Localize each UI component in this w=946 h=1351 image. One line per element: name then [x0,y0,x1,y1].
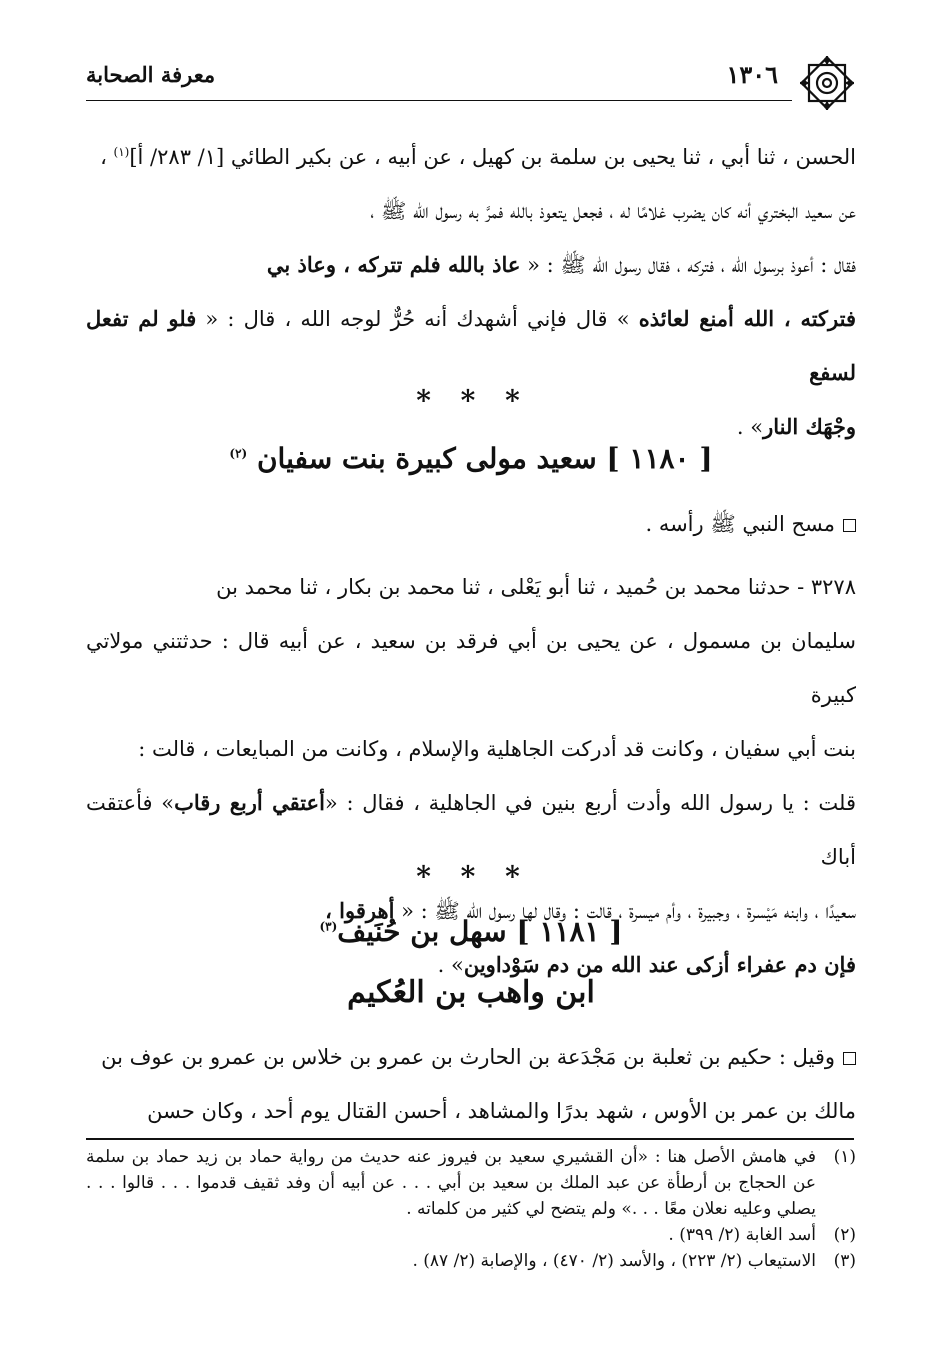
footnotes [86,1144,856,1274]
text-line: فقال : أعوذ برسول الله ، فتركه ، فقال رسول الله ﷺ : « عاذ بالله فلم تتركه ، وعاذ بي [266,252,856,277]
prophetic-quote: أعتقي أربع رقاب [174,790,325,815]
entry-intro: مسح النبي ﷺ رأسه . [86,497,856,551]
footnote-text: أسد الغابة (٢/ ٣٩٩) . [668,1225,816,1245]
text-line: وجْهَك النار» . [736,414,856,439]
prophetic-quote: فلو لم تفعل لسفع [86,306,856,385]
text-line: قلت : يا رسول الله وأدت أربع بنين في الجاهلية ، فقال : «أعتقي أربع رقاب» فأعتقت أباك [86,790,857,869]
square-bullet-icon [843,1052,856,1065]
text-line: سعيدًا ، وابنه مَيْسرة ، وجبيرة ، وأم ميسرة ، قالت : وقال لها رسول الله ﷺ : « أهرقوا ، [325,898,856,923]
prophetic-quote: فإن دم عفراء أزكى عند الله من دم سَوْداوين [463,952,856,977]
footnote [86,1144,856,1222]
entry-subheading: ابن واهب بن العُكيم [347,975,595,1010]
footnote-text: في هامش الأصل هنا : «أن القشيري سعيد بن فيروز عنه حديث من رواية حماد بن زيد حماد بن سلمة عن الحجاج بن أرطأة عن عبد الملك بن سعيد بن أبي . . . عن أبيه أن وفد ثقيف قدموا . . . قالوا . . . يصلي وعليه نعلان معًا . . .» ولم يتضح لي كثير من كلماته . [86,1147,816,1219]
prophetic-quote: عاذ بالله فلم تتركه ، وعاذ بي [266,252,521,277]
text-line: وقيل : حكيم بن ثعلبة بن مَجْدَعة بن الحارث بن عمرو بن خلاس بن عمرو بن عوف بن [86,1030,856,1084]
text-line: ٣٢٧٨ - حدثنا محمد بن حُميد ، ثنا أبو يَعْلى ، ثنا محمد بن بكار ، ثنا محمد بن [216,575,856,599]
running-title: معرفة الصحابة [86,62,216,87]
prophetic-quote: أهرقوا ، [325,898,395,923]
entry-heading: [ ١١٨١ ] سهل بن حُنَيف$^{(٣)}$ [319,915,623,948]
footnote-text: الاستيعاب (٢/ ٢٢٣) ، والأسد (٢/ ٤٧٠) ، والإصابة (٢/ ٨٧) . [412,1251,816,1271]
header-rule [86,100,792,101]
footnote-ref: (٢) [229,446,248,461]
footnote [86,1222,856,1248]
text-line: مالك بن عمر بن الأوس ، شهد بدرًا والمشاهد ، أحسن القتال يوم أحد ، وكان حسن [147,1099,856,1123]
text-line: الحسن ، ثنا أبي ، ثنا يحيى بن سلمة بن كهيل ، عن أبيه ، عن بكير الطائي [١/ ٢٨٣/ أ]$^{(١)}$ ، [100,145,856,169]
page-number: ١٣٠٦ [726,60,778,89]
section-separator: * * * [416,384,530,417]
page-header [86,52,856,100]
text-line: فإن دم عفراء أزكى عند الله من دم سَوْداوين» . [437,952,856,977]
footnote-ref: (١) [113,145,130,159]
footnote-marker: (٣) [833,1251,856,1271]
prophetic-quote: وجْهَك النار [763,414,856,439]
square-bullet-icon [843,519,856,532]
text-line: فتركته ، الله أمنع لعائذه » قال فإني أشهدك أنه حُرٌّ لوجه الله ، قال : « فلو لم تفعل لسفع [86,306,856,385]
footnote-marker: (٢) [833,1225,856,1245]
section-separator: * * * [416,860,530,893]
prophetic-quote: فتركته ، الله أمنع لعائذه [638,306,856,331]
footnote-marker: (١) [833,1147,856,1167]
footnote-ref: (٣) [319,919,338,934]
entry-heading: [ ١١٨٠ ] سعيد مولى كبيرة بنت سفيان $^{(٢)}$ [229,442,713,475]
arabesque-star-ornament-icon [796,52,858,114]
text-line: عن سعيد البختري أنه كان يضرب غلامًا له ، فجعل يتعوذ بالله فمرَّ به رسول الله ﷺ ، [370,199,856,223]
text-line: سليمان بن مسمول ، عن يحيى بن أبي فرقد بن سعيد ، عن أبيه قال : حدثتني مولاتي كبيرة [86,629,856,707]
footnote [86,1248,856,1274]
paragraph-biography [86,1030,856,1138]
text-line: بنت أبي سفيان ، وكانت قد أدركت الجاهلية والإسلام ، وكانت من المبايعات ، قالت : [138,737,856,761]
footnote-rule [86,1138,854,1140]
